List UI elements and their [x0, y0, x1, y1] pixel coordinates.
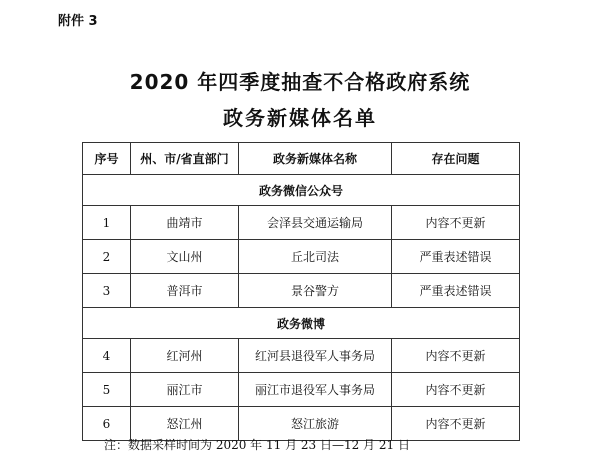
row-media-name: 景谷警方 — [239, 274, 392, 308]
document-title-line1: 2020 年四季度抽查不合格政府系统 — [129, 70, 471, 94]
table-row — [83, 274, 520, 308]
row-issue: 严重表述错误 — [392, 240, 520, 274]
row-number: 5 — [83, 373, 131, 407]
header-number: 序号 — [83, 143, 131, 175]
row-issue: 内容不更新 — [392, 339, 520, 373]
row-issue: 内容不更新 — [392, 206, 520, 240]
row-region: 曲靖市 — [131, 206, 239, 240]
row-media-name: 丽江市退役军人事务局 — [239, 373, 392, 407]
document-title-line2: 政务新媒体名单 — [223, 106, 377, 130]
row-number: 6 — [83, 407, 131, 441]
noncompliant-media-table — [82, 142, 520, 441]
row-media-name: 怒江旅游 — [239, 407, 392, 441]
row-number: 3 — [83, 274, 131, 308]
row-region: 普洱市 — [131, 274, 239, 308]
row-media-name: 会泽县交通运输局 — [239, 206, 392, 240]
header-media-name: 政务新媒体名称 — [239, 143, 392, 175]
section-row-weibo — [83, 308, 520, 339]
row-media-name: 红河县退役军人事务局 — [239, 339, 392, 373]
row-region: 怒江州 — [131, 407, 239, 441]
table-header-row — [83, 143, 520, 175]
header-region: 州、市/省直部门 — [131, 143, 239, 175]
table-row — [83, 240, 520, 274]
section-label-wechat: 政务微信公众号 — [83, 175, 520, 206]
row-number: 4 — [83, 339, 131, 373]
row-number: 2 — [83, 240, 131, 274]
row-number: 1 — [83, 206, 131, 240]
row-region: 红河州 — [131, 339, 239, 373]
table-row — [83, 373, 520, 407]
row-issue: 内容不更新 — [392, 373, 520, 407]
table-row — [83, 206, 520, 240]
table-row — [83, 339, 520, 373]
attachment-label: 附件 3 — [58, 14, 98, 29]
row-media-name: 丘北司法 — [239, 240, 392, 274]
row-region: 文山州 — [131, 240, 239, 274]
section-row-wechat — [83, 175, 520, 206]
section-label-weibo: 政务微博 — [83, 308, 520, 339]
row-region: 丽江市 — [131, 373, 239, 407]
sampling-note: 注：数据采样时间为 2020 年 11 月 23 日—12 月 21 日 — [104, 438, 410, 452]
header-issue: 存在问题 — [392, 143, 520, 175]
row-issue: 严重表述错误 — [392, 274, 520, 308]
row-issue: 内容不更新 — [392, 407, 520, 441]
